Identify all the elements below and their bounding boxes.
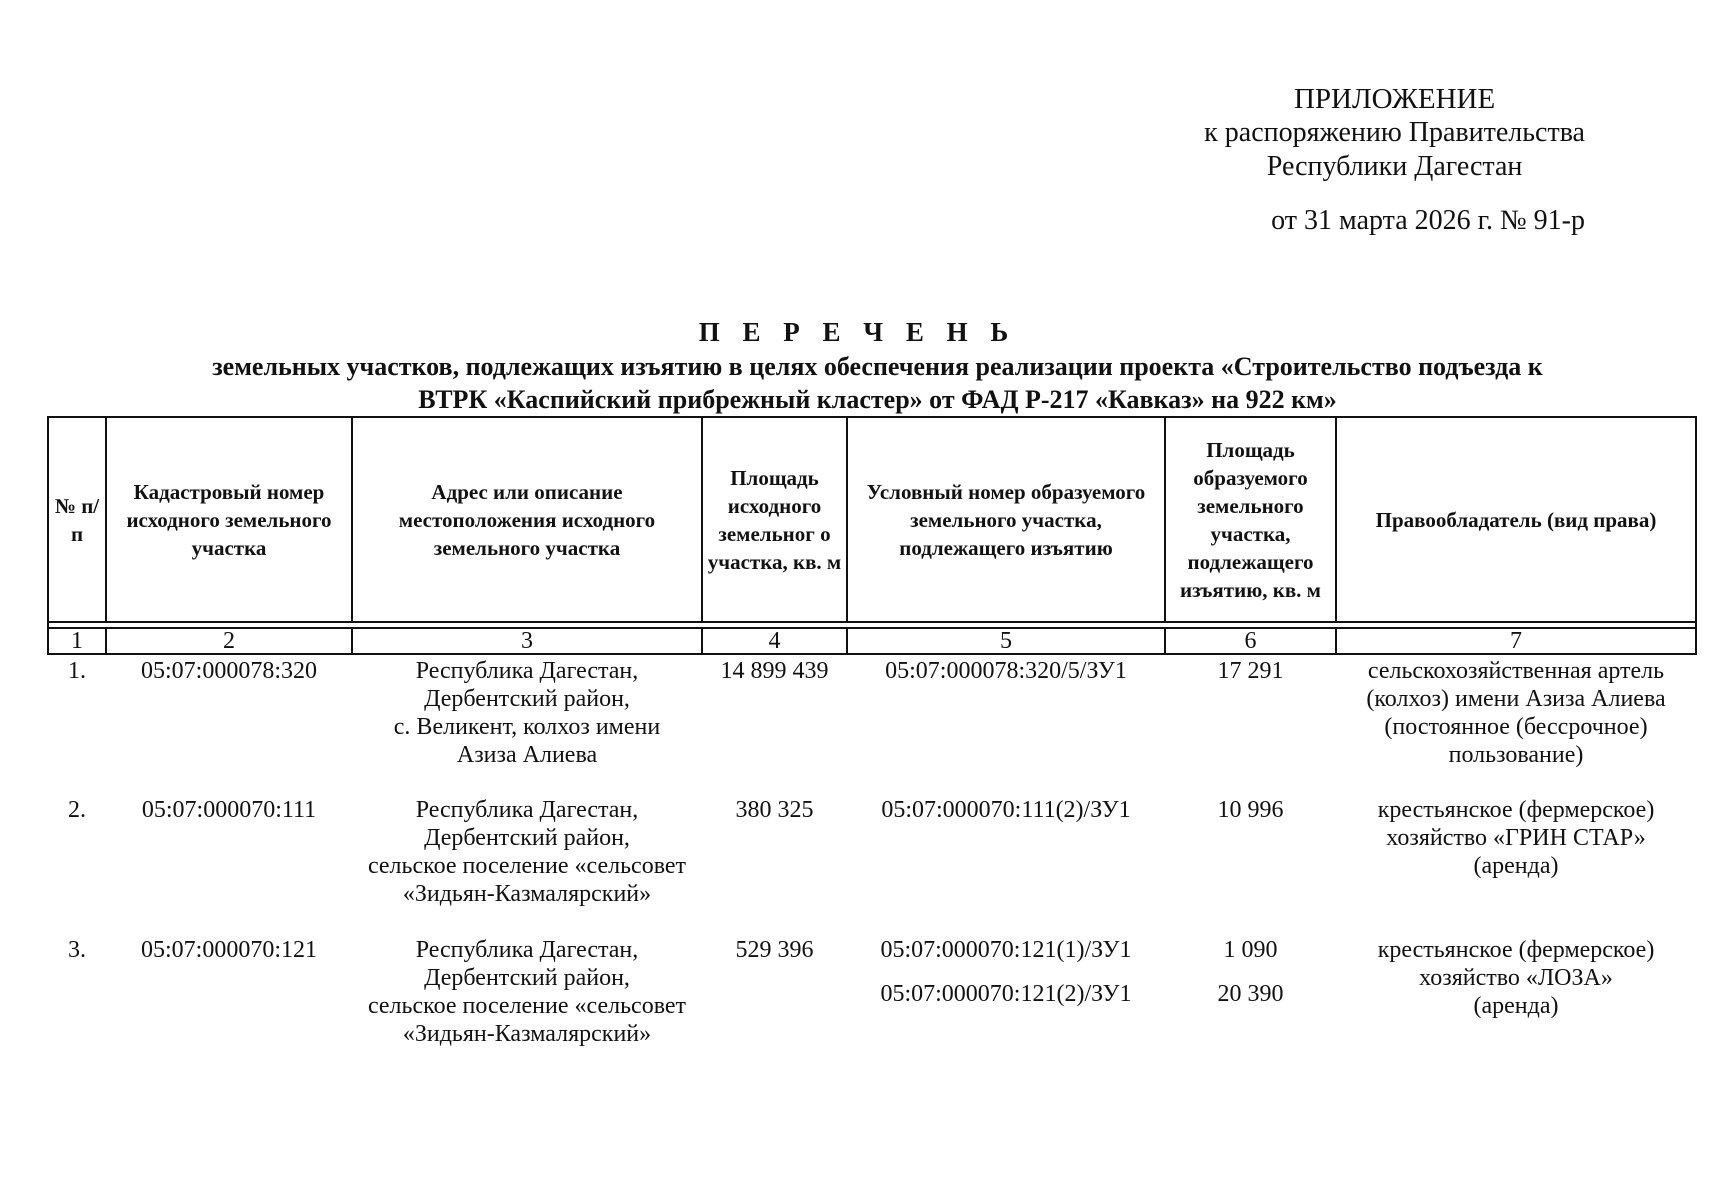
new-plot-number-line: 05:07:000078:320/5/ЗУ1 (885, 658, 1127, 684)
column-number: 3 (352, 628, 702, 654)
table-row (48, 654, 1696, 794)
address-line: Республика Дагестан, (415, 658, 639, 684)
new-plot-area-line: 17 291 (1217, 658, 1284, 684)
header-owner: Правообладатель (вид права) (1336, 417, 1696, 622)
appendix-date: от 31 марта 2026 г. № 91-р (1271, 205, 1585, 236)
owner (1336, 934, 1696, 1064)
cadastral-number: 05:07:000070:121 (140, 937, 317, 963)
header-number: № п/п (48, 417, 106, 622)
new-plot-area (1165, 794, 1336, 934)
address-line: «Зидьян-Казмалярский» (402, 881, 652, 907)
address (352, 794, 702, 934)
land-plots-table (47, 416, 1697, 1064)
column-number: 7 (1336, 628, 1696, 654)
header-address: Адрес или описание местоположения исходного земельного участка (352, 417, 702, 622)
address-line: Дербентский район, (424, 686, 630, 712)
new-plot-number-line: 05:07:000070:121(1)/ЗУ1 (880, 937, 1132, 963)
cadastral-number: 05:07:000070:111 (141, 797, 317, 823)
address-line: Дербентский район, (424, 965, 630, 991)
column-number: 1 (48, 628, 106, 654)
source-area: 529 396 (735, 937, 814, 963)
address-line: Дербентский район, (424, 825, 630, 851)
table-header-row (48, 417, 1696, 622)
row-number: 3. (68, 937, 86, 963)
cadastral-number: 05:07:000078:320 (140, 658, 317, 684)
appendix-heading: ПРИЛОЖЕНИЕ (1293, 83, 1496, 115)
address-line: сельское поселение «сельсовет (367, 993, 687, 1019)
appendix-block (1204, 82, 1585, 184)
document-title: П Е Р Е Ч Е Н Ь (698, 317, 1017, 347)
source-area: 14 899 439 (720, 658, 829, 684)
owner (1336, 654, 1696, 794)
owner-line: хозяйство «ЛОЗА» (1419, 965, 1613, 991)
source-area: 380 325 (735, 797, 814, 823)
appendix-line-2: Республики Дагестан (1266, 151, 1523, 182)
table-row (48, 794, 1696, 934)
owner-line: сельскохозяйственная артель (1367, 658, 1665, 684)
header-new-number: Условный номер образуемого земельного участка, подлежащего изъятию (847, 417, 1165, 622)
document-subtitle (120, 350, 1635, 416)
new-plot-area-line: 20 390 (1217, 981, 1284, 1007)
appendix-line-1: к распоряжению Правительства (1204, 117, 1585, 148)
column-number: 6 (1165, 628, 1336, 654)
header-area: Площадь исходного земельног о участка, кв. м (702, 417, 847, 622)
owner-line: пользование) (1448, 742, 1584, 768)
column-number: 2 (106, 628, 352, 654)
document-subtitle-line-2: ВТРК «Каспийский прибрежный кластер» от ФАД Р-217 «Кавказ» на 922 км» (418, 385, 1337, 414)
column-number: 5 (847, 628, 1165, 654)
new-plot-number-line: 05:07:000070:111(2)/ЗУ1 (881, 797, 1131, 823)
new-plot-area-line: 10 996 (1217, 797, 1284, 823)
owner-line: крестьянское (фермерское) (1377, 797, 1655, 823)
row-number: 1. (68, 658, 86, 684)
new-plot-number (847, 654, 1165, 794)
owner-line: (аренда) (1473, 993, 1559, 1019)
address-line: с. Великент, колхоз имени (393, 714, 661, 740)
new-plot-area (1165, 654, 1336, 794)
address-line: сельское поселение «сельсовет (367, 853, 687, 879)
new-plot-area (1165, 934, 1336, 1064)
owner-line: хозяйство «ГРИН СТАР» (1386, 825, 1646, 851)
address-line: Республика Дагестан, (415, 937, 639, 963)
owner-line: (колхоз) имени Азиза Алиева (1366, 686, 1666, 712)
owner-line: (аренда) (1473, 853, 1559, 879)
new-plot-area-line: 1 090 (1223, 937, 1278, 963)
owner-line: крестьянское (фермерское) (1377, 937, 1655, 963)
column-number-row (48, 628, 1696, 654)
owner (1336, 794, 1696, 934)
address-line: Азиза Алиева (456, 742, 598, 768)
address-line: «Зидьян-Казмалярский» (402, 1021, 652, 1047)
header-new-area: Площадь образуемого земельного участка, подлежащего изъятию, кв. м (1165, 417, 1336, 622)
owner-line: (постоянное (бессрочное) (1384, 714, 1648, 740)
address (352, 934, 702, 1064)
new-plot-number (847, 794, 1165, 934)
document-subtitle-line-1: земельных участков, подлежащих изъятию в целях обеспечения реализации проекта «Строительство подъезда к (212, 352, 1543, 381)
table-row (48, 934, 1696, 1064)
header-cadastral: Кадастровый номер исходного земельного участка (106, 417, 352, 622)
address (352, 654, 702, 794)
column-number: 4 (702, 628, 847, 654)
address-line: Республика Дагестан, (415, 797, 639, 823)
new-plot-number-line: 05:07:000070:121(2)/ЗУ1 (880, 981, 1132, 1007)
row-number: 2. (68, 797, 86, 823)
new-plot-number (847, 934, 1165, 1064)
